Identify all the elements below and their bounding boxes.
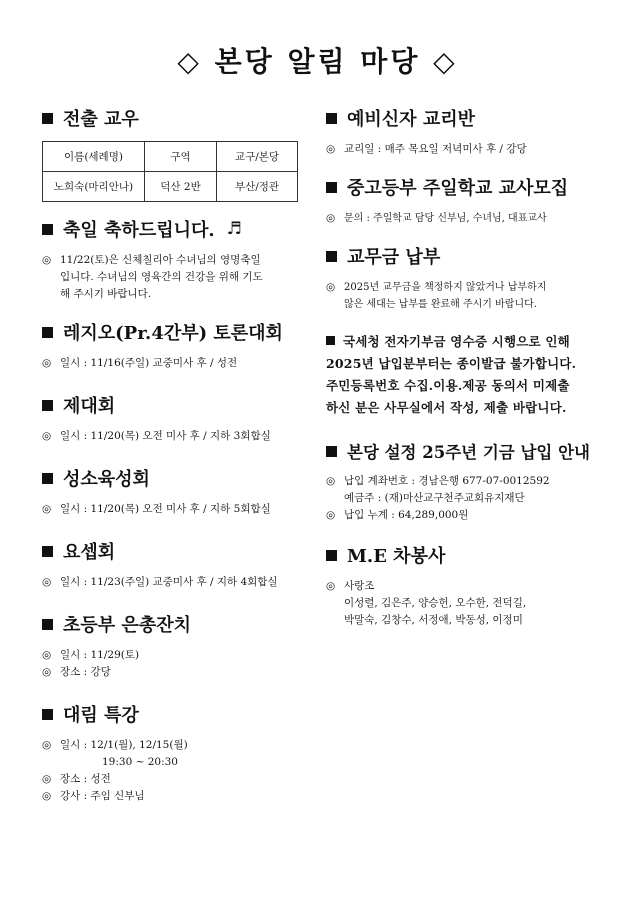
bullet-icon: ◎ [42, 357, 52, 369]
tax-notice [326, 331, 596, 419]
square-bullet-icon [326, 550, 337, 561]
catechumen-section [326, 105, 596, 158]
left-column [42, 105, 304, 825]
me-line [326, 578, 596, 595]
bullet-icon: ◎ [42, 739, 52, 751]
me-heading: M.E 차봉사 [347, 546, 446, 567]
legio-text: 일시 : 11/16(주일) 교중미사 후 / 성전 [60, 357, 238, 369]
congrats-heading: 축일 축하드립니다. [63, 220, 215, 241]
table-cell: 부산/정관 [217, 172, 298, 202]
square-bullet-icon [42, 113, 53, 124]
joseph-section [42, 538, 304, 591]
notice-text-1: 국세청 전자기부금 영수증 시행으로 인해 [343, 334, 570, 349]
sunday-school-text: 문의 : 주일학교 담당 신부님, 수녀님, 대표교사 [344, 213, 547, 224]
bullet-icon: ◎ [42, 430, 52, 442]
right-column [326, 105, 596, 649]
jedae-text: 일시 : 11/20(목) 오전 미사 후 / 지하 3회합실 [60, 430, 271, 442]
square-bullet-icon [42, 473, 53, 484]
table-header-cell: 이름(세례명) [43, 142, 145, 172]
advent-section [42, 701, 304, 805]
advent-line [42, 737, 304, 754]
fund-holder: 예금주 : (재)마산교구천주교회유지재단 [344, 492, 525, 504]
legio-line [42, 355, 304, 372]
table-header-row [43, 142, 298, 172]
transfer-heading: 전출 교우 [63, 109, 139, 130]
section-heading [326, 439, 596, 463]
section-heading [42, 611, 304, 637]
jedae-heading: 제대회 [63, 396, 116, 417]
dues-line [326, 279, 596, 296]
table-cell: 노희숙(마리안나) [43, 172, 145, 202]
congrats-section [42, 216, 304, 303]
bullet-icon: ◎ [326, 212, 336, 224]
transfer-table [42, 141, 298, 202]
advent-place: 장소 : 성전 [60, 773, 111, 785]
joseph-heading: 요셉회 [63, 542, 116, 563]
fund-section [326, 439, 596, 524]
jedae-line [42, 428, 304, 445]
catechumen-heading: 예비신자 교리반 [347, 109, 475, 130]
elementary-section [42, 611, 304, 681]
fund-line [326, 473, 596, 490]
square-bullet-icon [42, 327, 53, 338]
table-header-cell: 교구/본당 [217, 142, 298, 172]
advent-date: 일시 : 12/1(월), 12/15(월) [60, 739, 188, 751]
seongso-section [42, 465, 304, 518]
bullet-icon: ◎ [326, 509, 336, 521]
section-heading [42, 216, 304, 242]
jedae-section [42, 392, 304, 445]
me-team: 사랑조 [344, 580, 375, 592]
square-bullet-icon [326, 336, 335, 345]
congrats-text-3: 해 주시기 바랍니다. [60, 288, 152, 300]
advent-line [42, 771, 304, 788]
section-heading [42, 538, 304, 564]
dues-text-2: 않은 세대는 납부를 완료해 주시기 바랍니다. [344, 299, 537, 310]
dues-section [326, 243, 596, 313]
advent-speaker: 강사 : 주임 신부님 [60, 790, 145, 802]
section-heading [326, 105, 596, 131]
section-heading [326, 542, 596, 568]
seongso-text: 일시 : 11/20(목) 오전 미사 후 / 지하 5회합실 [60, 503, 271, 515]
elementary-place: 장소 : 강당 [60, 666, 111, 678]
me-section [326, 542, 596, 629]
square-bullet-icon [326, 251, 337, 262]
bullet-icon: ◎ [326, 580, 336, 592]
square-bullet-icon [42, 619, 53, 630]
fund-heading: 본당 설정 25주년 기금 납입 안내 [347, 443, 590, 462]
elementary-heading: 초등부 은총잔치 [63, 615, 191, 636]
fund-line [326, 507, 596, 524]
fund-total: 납입 누계 : 64,289,000원 [344, 509, 469, 521]
square-bullet-icon [42, 224, 53, 235]
notice-text-2: 2025년 납입분부터는 종이발급 불가합니다. [326, 356, 577, 371]
square-bullet-icon [42, 400, 53, 411]
legio-heading: 레지오(Pr.4간부) 토론대회 [63, 323, 283, 344]
advent-line [42, 788, 304, 805]
section-heading [326, 174, 596, 200]
joseph-line [42, 574, 304, 591]
bullet-icon: ◎ [42, 254, 52, 266]
advent-time: 19:30 ~ 20:30 [102, 756, 178, 768]
dues-heading: 교무금 납부 [347, 247, 441, 268]
square-bullet-icon [326, 446, 337, 457]
dues-text-1: 2025년 교무금을 책정하지 않았거나 납부하지 [344, 282, 547, 293]
section-heading [42, 105, 304, 131]
catechumen-line [326, 141, 596, 158]
section-heading [42, 392, 304, 418]
bullet-icon: ◎ [42, 790, 52, 802]
table-header-cell: 구역 [145, 142, 217, 172]
sunday-school-section [326, 174, 596, 227]
me-names-1: 이성렬, 김은주, 양승헌, 오수한, 전덕길, [344, 597, 527, 609]
notice-text-3: 주민등록번호 수집.이용.제공 동의서 미제출 [326, 378, 570, 393]
congrats-line [42, 252, 304, 269]
elementary-line [42, 647, 304, 664]
bullet-icon: ◎ [326, 475, 336, 487]
square-bullet-icon [326, 182, 337, 193]
bullet-icon: ◎ [42, 503, 52, 515]
sunday-school-heading: 중고등부 주일학교 교사모집 [347, 178, 569, 199]
sunday-school-line [326, 210, 596, 227]
bullet-icon: ◎ [42, 773, 52, 785]
congrats-text-2: 입니다. 수녀님의 영육간의 건강을 위해 기도 [60, 271, 263, 283]
table-cell: 덕산 2반 [145, 172, 217, 202]
music-note-icon: ♬ [226, 219, 242, 239]
section-heading [42, 701, 304, 727]
bullet-icon: ◎ [42, 649, 52, 661]
section-heading [42, 319, 304, 345]
transfer-section [42, 105, 304, 202]
section-heading [326, 243, 596, 269]
bullet-icon: ◎ [42, 666, 52, 678]
notice-text-4: 하신 분은 사무실에서 작성, 제출 바랍니다. [326, 400, 567, 415]
joseph-text: 일시 : 11/23(주일) 교중미사 후 / 지하 4회합실 [60, 576, 278, 588]
notice-line [326, 331, 596, 353]
catechumen-text: 교리일 : 매주 목요일 저녁미사 후 / 강당 [344, 143, 527, 155]
bullet-icon: ◎ [42, 576, 52, 588]
fund-account: 납입 계좌번호 : 경남은행 677-07-0012592 [344, 475, 550, 487]
advent-heading: 대림 특강 [63, 705, 139, 726]
me-names-2: 박말숙, 김창수, 서정애, 박동성, 이정미 [344, 614, 523, 626]
elementary-date: 일시 : 11/29(토) [60, 649, 140, 661]
bullet-icon: ◎ [326, 281, 336, 293]
square-bullet-icon [42, 709, 53, 720]
congrats-text-1: 11/22(토)은 신체칠리아 수녀님의 영명축일 [60, 254, 261, 266]
seongso-heading: 성소육성회 [63, 469, 150, 490]
seongso-line [42, 501, 304, 518]
legio-section [42, 319, 304, 372]
table-row [43, 172, 298, 202]
bullet-icon: ◎ [326, 143, 336, 155]
page-title: ◇ 본당 알림 마당 ◇ [177, 45, 458, 78]
square-bullet-icon [42, 546, 53, 557]
section-heading [42, 465, 304, 491]
elementary-line [42, 664, 304, 681]
square-bullet-icon [326, 113, 337, 124]
